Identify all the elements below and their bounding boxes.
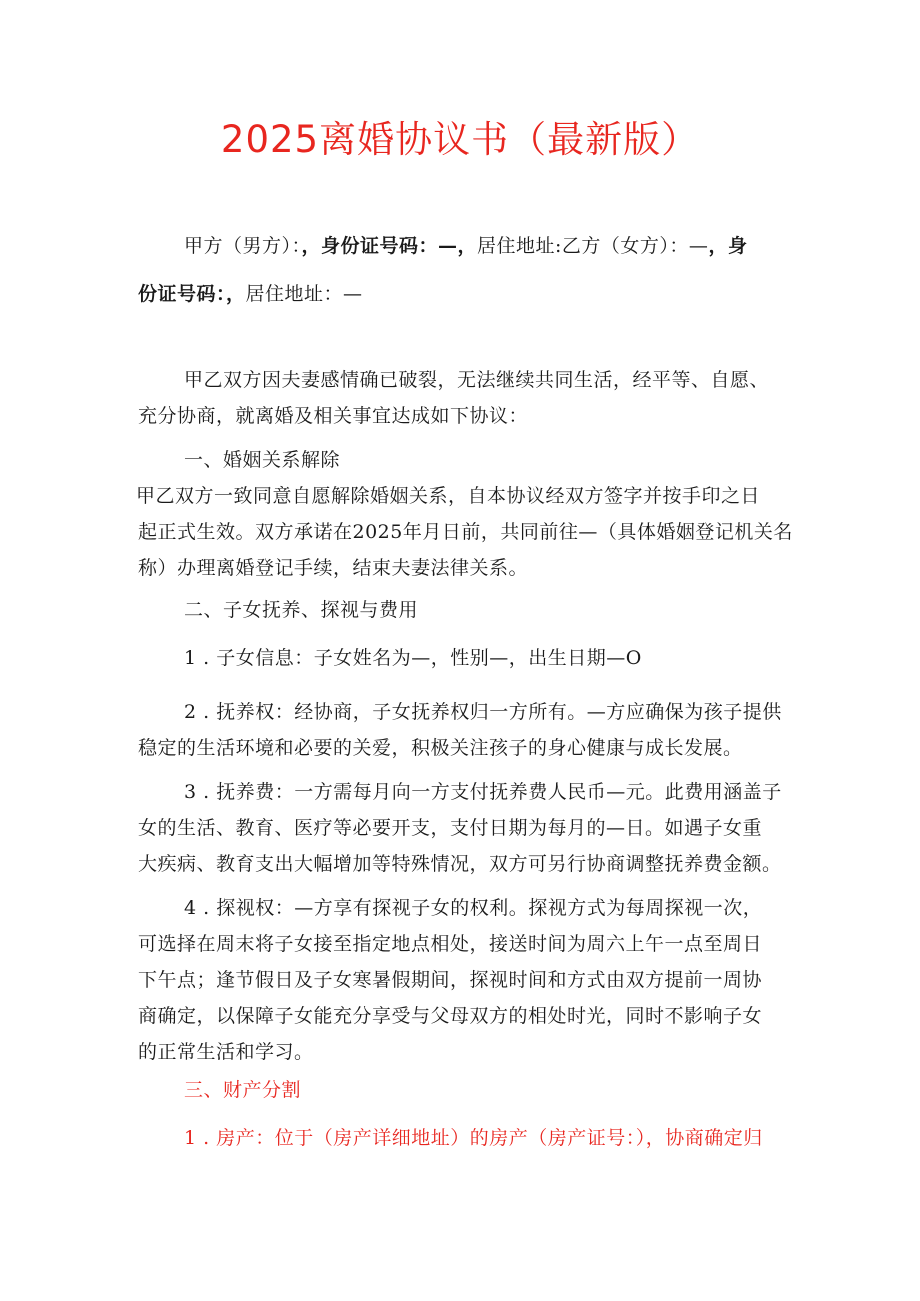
parties-line-2: [138, 270, 792, 318]
party-b-id-label-end: 份证号码：，: [138, 283, 246, 305]
party-a-label: 甲方（男方）：: [184, 235, 302, 257]
parties-line-1: [138, 222, 792, 270]
item-line: 1 . 房产：位于（房产详细地址）的房产（房产证号：），协商确定归: [184, 1127, 763, 1149]
item-line: 女的生活、教育、医疗等必要开支，支付日期为每月的—日。如遇子女重: [138, 817, 763, 839]
section-1-body: [138, 478, 792, 586]
item-line: 2 . 抚养权：经协商，子女抚养权归一方所有。—方应确保为孩子提供: [184, 701, 782, 723]
section-2-item-1: [138, 640, 792, 676]
section-2-item-4: [138, 890, 792, 1070]
item-line: 的正常生活和学习。: [138, 1041, 314, 1063]
section-3-heading-block: [138, 1072, 792, 1108]
party-b-label: 居住地址:乙方（女方）：—: [477, 235, 709, 257]
intro-paragraph: [138, 362, 792, 434]
item-line: 可选择在周末将子女接至指定地点相处，接送时间为周六上午一点至周日: [138, 933, 763, 955]
section-1-line: 称）办理离婚登记手续，结束夫妻法律关系。: [138, 557, 529, 579]
item-line: 商确定，以保障子女能充分享受与父母双方的相处时光，同时不影响子女: [138, 1005, 763, 1027]
document-title: 2025离婚协议书（最新版）: [220, 118, 700, 161]
intro-line: 甲乙双方因夫妻感情确已破裂，无法继续共同生活，经平等、自愿、: [184, 369, 770, 391]
section-3-heading: 三、财产分割: [184, 1079, 302, 1101]
party-b-address-label: 居住地址：—: [245, 283, 363, 305]
item-line: 下午点；逢节假日及子女寒暑假期间，探视时间和方式由双方提前一周协: [138, 969, 763, 991]
item-line: 1 . 子女信息：子女姓名为—，性别—，出生日期—O: [184, 647, 642, 669]
item-line: 3 . 抚养费：一方需每月向一方支付抚养费人民币—元。此费用涵盖子: [184, 781, 782, 803]
section-3-item-1: [138, 1120, 792, 1156]
section-1-line: 甲乙双方一致同意自愿解除婚姻关系，自本协议经双方签字并按手印之日: [136, 485, 761, 507]
section-2-item-3: [138, 774, 792, 882]
item-line: 4 . 探视权：—方享有探视子女的权利。探视方式为每周探视一次，: [184, 897, 763, 919]
parties-info: [138, 222, 792, 318]
section-1-heading: 一、婚姻关系解除: [184, 449, 341, 471]
party-b-id-label-start: ，身: [708, 235, 748, 257]
party-a-id-label: ，身份证号码：—，: [301, 235, 478, 257]
item-line: 大疾病、教育支出大幅增加等特殊情况，双方可另行协商调整抚养费金额。: [138, 853, 782, 875]
section-2-item-2: [138, 694, 792, 766]
section-2-heading-block: [138, 592, 792, 628]
item-line: 稳定的生活环境和必要的关爱，积极关注孩子的身心健康与成长发展。: [138, 737, 743, 759]
section-2-heading: 二、子女抚养、探视与费用: [184, 599, 419, 621]
section-1-line: 起正式生效。双方承诺在2025年月日前，共同前往—（具体婚姻登记机关名: [138, 521, 793, 543]
intro-line: 充分协商，就离婚及相关事宜达成如下协议：: [138, 405, 529, 427]
section-1-heading-block: [138, 442, 792, 478]
